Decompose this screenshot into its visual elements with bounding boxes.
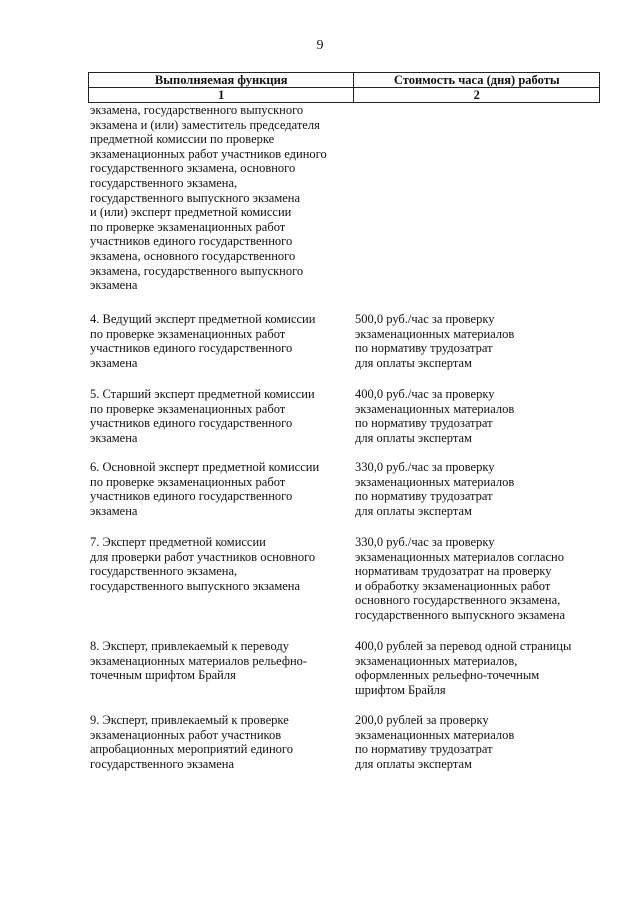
row-7-cost: 330,0 руб./час за проверку экзаменационных материалов согласно нормативам трудозатрат на проверку и обработку экзаменационных работ основного государственного экзамена, государственного выпускного экзамена — [355, 535, 566, 622]
column-number-2: 2 — [354, 88, 600, 103]
row-5-function: 5. Старший эксперт предметной комиссии по проверке экзаменационных работ участников единого государственного экзамена — [90, 387, 315, 445]
continuation-text: экзамена, государственного выпускного экзамена и (или) заместитель председателя предметной комиссии по проверке экзаменационных работ участников единого государственного экзамена, основного государственного экзамена, государственного выпускного экзамена и (или) эксперт предметной комиссии по проверке экзаменационных работ участников единого государственного экзамена, основного государственного экзамена, государственного выпускного экзамена — [90, 103, 327, 293]
row-4-cost: 500,0 руб./час за проверку экзаменационных материалов по нормативу трудозатрат для оплаты экспертам — [355, 312, 515, 370]
row-6-function: 6. Основной эксперт предметной комиссии по проверке экзаменационных работ участников единого государственного экзамена — [90, 460, 320, 518]
row-4-function: 4. Ведущий эксперт предметной комиссии по проверке экзаменационных работ участников единого государственного экзамена — [90, 312, 316, 370]
column-number-row — [89, 88, 600, 103]
row-8-cost: 400,0 рублей за перевод одной страницы экзаменационных материалов, оформленных рельефно-точечным шрифтом Брайля — [355, 639, 572, 697]
row-9-cost: 200,0 рублей за проверку экзаменационных материалов по нормативу трудозатрат для оплаты экспертам — [355, 713, 515, 771]
row-5-cost: 400,0 руб./час за проверку экзаменационных материалов по нормативу трудозатрат для оплаты экспертам — [355, 387, 515, 445]
column-number-1: 1 — [89, 88, 354, 103]
column-header-function: Выполняемая функция — [89, 73, 354, 88]
page-number: 9 — [316, 38, 324, 53]
row-7-function: 7. Эксперт предметной комиссии для проверки работ участников основного государственного экзамена, государственного выпускного экзамена — [90, 535, 316, 593]
row-9-function: 9. Эксперт, привлекаемый к проверке экзаменационных работ участников апробационных мероприятий единого государственного экзамена — [90, 713, 294, 771]
column-header-cost: Стоимость часа (дня) работы — [354, 73, 600, 88]
row-6-cost: 330,0 руб./час за проверку экзаменационных материалов по нормативу трудозатрат для оплаты экспертам — [355, 460, 515, 518]
header-row — [89, 73, 600, 88]
row-8-function: 8. Эксперт, привлекаемый к переводу экзаменационных материалов рельефно- точечным шрифтом Брайля — [90, 639, 308, 683]
table-header — [88, 72, 600, 103]
